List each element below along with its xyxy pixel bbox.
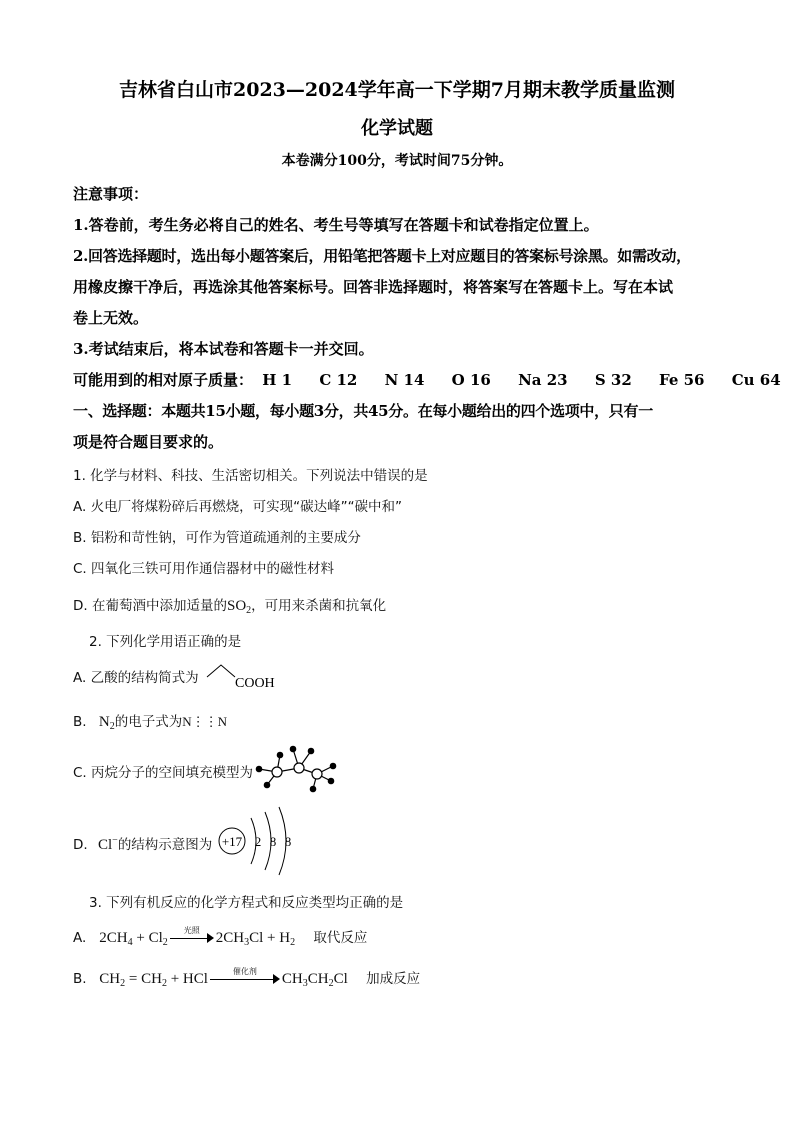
n2-subscript: 2 <box>109 721 115 732</box>
atomic-mass-item: O 16 <box>451 371 491 389</box>
q1-option-c: C. 四氧化三铁可用作通信器材中的磁性材料 <box>73 561 335 577</box>
q3-option-a: A. $2CH_4 + Cl_2$ 光照 $2CH_3Cl + H_2$ 取代反应 <box>73 926 368 948</box>
so2-formula <box>227 598 251 614</box>
section-1-line1: 一、选择题：本题共15小题，每小题3分，共45分。在每小题给出的四个选项中，只有一 <box>73 402 653 420</box>
chloride-ion <box>98 837 118 853</box>
arrow-condition: 光照 <box>183 926 200 935</box>
q1-option-a: A. 火电厂将煤粉碎后再燃烧，可实现“碳达峰”“碳中和” <box>73 499 403 515</box>
chloride-charge: − <box>112 835 118 846</box>
exam-info: 本卷满分100分，考试时间75分钟。 <box>281 153 513 169</box>
chloride-ion-structure-diagram <box>215 804 299 876</box>
q2-stem: 2. 下列化学用语正确的是 <box>89 634 242 650</box>
n2-formula <box>99 714 115 730</box>
atomic-mass-item: Fe 56 <box>659 371 705 389</box>
q2-option-a-text: A. 乙酸的结构简式为 <box>73 670 199 686</box>
q2-option-b-label: B. <box>73 714 87 730</box>
q2-option-b-text: 的电子式为 <box>114 714 183 730</box>
q1-option-b: B. 铝粉和苛性钠，可作为管道疏通剂的主要成分 <box>73 530 361 546</box>
shell-electron-count: 8 <box>269 834 277 849</box>
q2-option-a <box>73 666 199 686</box>
chloride-symbol: Cl <box>97 837 113 853</box>
atomic-mass-item: Cu 64 <box>731 371 781 389</box>
q2-option-c: C. 丙烷分子的空间填充模型为 <box>73 765 254 781</box>
exam-title: 吉林省白山市2023—2024学年高一下学期7月期末教学质量监测 <box>119 79 675 101</box>
notice-item-2-line1: 2.回答选择题时，选出每小题答案后，用铅笔把答题卡上对应题目的答案标号涂黑。如需改动， <box>73 247 691 265</box>
reaction-arrow <box>210 967 280 986</box>
n2-symbol: N <box>98 714 110 730</box>
atomic-mass-item: S 32 <box>594 371 632 389</box>
atomic-masses-label: 可能用到的相对原子质量： <box>73 371 254 389</box>
q3-option-b-label: B. <box>73 971 87 987</box>
q2-option-b <box>73 710 227 731</box>
q3-equation-b: $CH_2 = CH_2$ + HCl <box>99 971 208 989</box>
q1-option-d <box>73 594 386 615</box>
q1-stem: 1. 化学与材料、科技、生活密切相关。下列说法中错误的是 <box>73 468 428 484</box>
notice-item-2-line2: 用橡皮擦干净后，再选涂其他答案标号。回答非选择题时，将答案写在答题卡上。写在本试 <box>73 278 674 296</box>
atomic-mass-item: N 14 <box>384 371 425 389</box>
so2-symbol: SO <box>226 598 247 614</box>
atomic-masses <box>73 369 781 390</box>
q2-option-d <box>73 833 212 854</box>
shell-electron-count: 8 <box>284 834 292 849</box>
exam-subtitle: 化学试题 <box>361 118 433 139</box>
n2-electron-formula: N⋮⋮N <box>182 714 227 729</box>
shell-electron-count: 2 <box>254 834 262 849</box>
q3-option-a-type: 取代反应 <box>313 930 368 946</box>
atomic-mass-item: Na 23 <box>518 371 568 389</box>
reaction-arrow <box>170 926 214 945</box>
acetic-acid-skeletal-formula <box>205 661 285 693</box>
q3-stem: 3. 下列有机反应的化学方程式和反应类型均正确的是 <box>89 895 404 911</box>
q2-option-d-text: 的结构示意图为 <box>117 837 213 853</box>
q3-option-b-type: 加成反应 <box>366 971 421 987</box>
atomic-mass-item: H 1 <box>262 371 293 389</box>
section-1-line2: 项是符合题目要求的。 <box>73 433 224 451</box>
nucleus-charge: +17 <box>221 834 243 849</box>
so2-subscript: 2 <box>246 605 252 616</box>
notice-heading: 注意事项： <box>73 185 149 203</box>
notice-item-1: 1.答卷前，考生务必将自己的姓名、考生号等填写在答题卡和试卷指定位置上。 <box>73 216 599 234</box>
arrow-condition: 催化剂 <box>232 967 257 976</box>
propane-model-icon <box>255 741 337 793</box>
atomic-mass-item: C 12 <box>319 371 358 389</box>
notice-item-3: 3.考试结束后，将本试卷和答题卡一并交回。 <box>73 340 374 358</box>
q3-equation-a: $2CH_4 + Cl_2$ <box>99 930 168 948</box>
cooh-group: COOH <box>235 676 275 691</box>
q1-option-d-tail: ，可用来杀菌和抗氧化 <box>251 598 387 614</box>
q3-option-b: B. $CH_2 = CH_2$ + HCl 催化剂 $CH_3CH_2Cl$ 加成反应 <box>73 967 421 989</box>
q1-option-d-text: D. 在葡萄酒中添加适量的 <box>73 598 227 614</box>
q3-option-a-label: A. <box>73 930 87 946</box>
notice-item-2-line3: 卷上无效。 <box>73 309 149 327</box>
q2-option-d-label: D. <box>73 837 88 853</box>
